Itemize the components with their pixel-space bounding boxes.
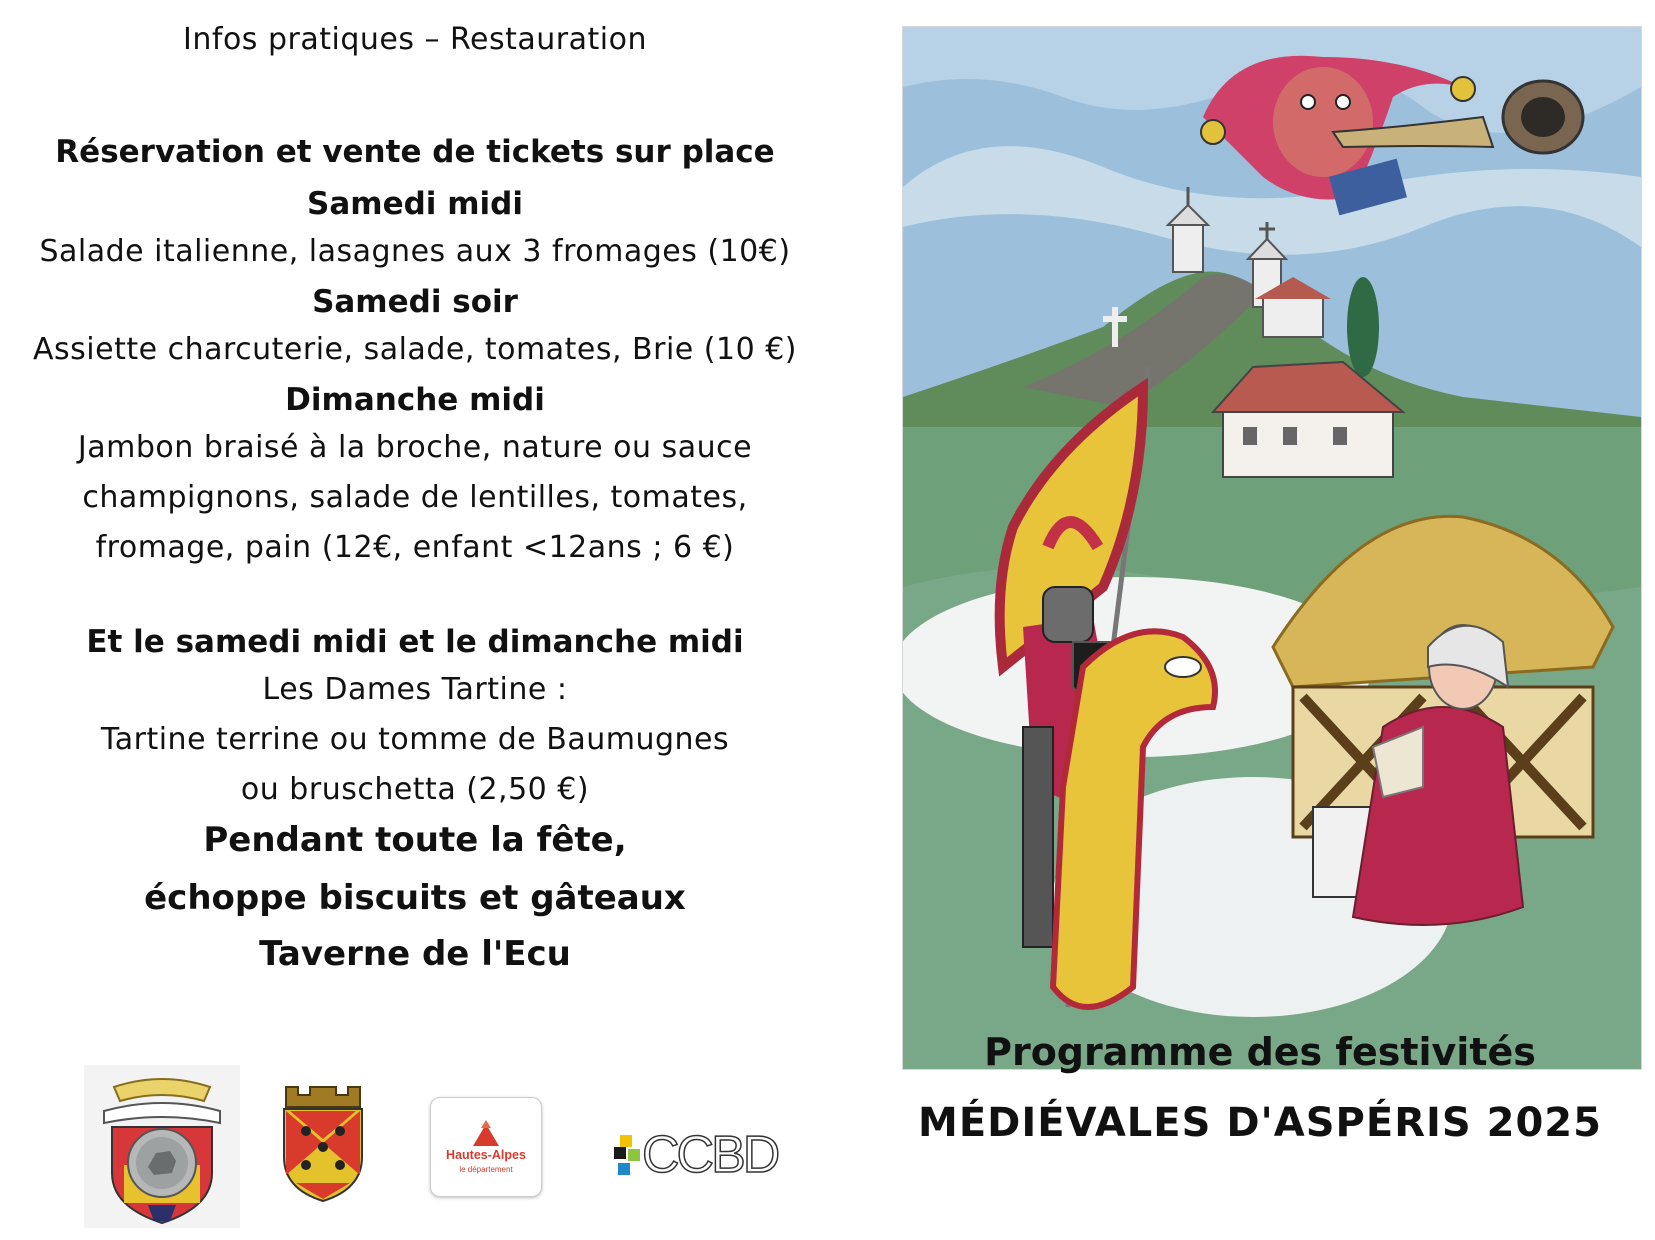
shield-icon bbox=[276, 1083, 370, 1203]
saturday-evening-title: Samedi soir bbox=[312, 284, 518, 320]
ccbd-logo bbox=[614, 1126, 784, 1184]
festival-line: Pendant toute la fête, bbox=[203, 820, 627, 860]
hautes-alpes-sublabel: le département bbox=[459, 1165, 513, 1174]
program-title: Programme des festivités bbox=[984, 1030, 1536, 1074]
practical-info-heading: Infos pratiques – Restauration bbox=[183, 22, 647, 57]
festival-line: échoppe biscuits et gâteaux bbox=[144, 878, 686, 918]
festival-name: MÉDIÉVALES D'ASPÉRIS 2025 bbox=[918, 1100, 1602, 1146]
saturday-noon-menu: Salade italienne, lasagnes aux 3 fromages (10€) bbox=[39, 234, 791, 269]
medieval-painting bbox=[902, 26, 1642, 1070]
sunday-noon-menu-line: champignons, salade de lentilles, tomates, bbox=[82, 480, 748, 515]
painting-illustration bbox=[903, 27, 1641, 1069]
sunday-noon-menu-line: Jambon braisé à la broche, nature ou sauce bbox=[77, 430, 753, 465]
saturday-evening-menu: Assiette charcuterie, salade, tomates, Brie (10 €) bbox=[33, 332, 797, 367]
sunday-noon-title: Dimanche midi bbox=[285, 382, 545, 418]
town-shield-logo bbox=[276, 1083, 370, 1203]
saturday-noon-title: Samedi midi bbox=[307, 186, 523, 222]
ccbd-squares-icon bbox=[614, 1135, 644, 1177]
mountain-icon bbox=[431, 1102, 541, 1152]
hautes-alpes-label: Hautes-Alpes bbox=[446, 1148, 526, 1162]
crest-icon bbox=[84, 1065, 240, 1228]
tavern-line: Taverne de l'Ecu bbox=[259, 934, 571, 974]
hautes-alpes-logo bbox=[430, 1097, 542, 1197]
sunday-noon-menu-line: fromage, pain (12€, enfant <12ans ; 6 €) bbox=[95, 530, 735, 565]
association-crest-logo bbox=[84, 1065, 240, 1228]
ccbd-label: CCBD bbox=[642, 1126, 778, 1184]
tartine-menu-line: Tartine terrine ou tomme de Baumugnes bbox=[100, 722, 730, 757]
reservation-title: Réservation et vente de tickets sur place bbox=[55, 134, 775, 170]
sponsor-logos bbox=[0, 1065, 830, 1235]
dames-tartine-label: Les Dames Tartine : bbox=[262, 672, 568, 707]
both-days-title: Et le samedi midi et le dimanche midi bbox=[86, 624, 744, 660]
tartine-menu-line: ou bruschetta (2,50 €) bbox=[240, 772, 590, 807]
